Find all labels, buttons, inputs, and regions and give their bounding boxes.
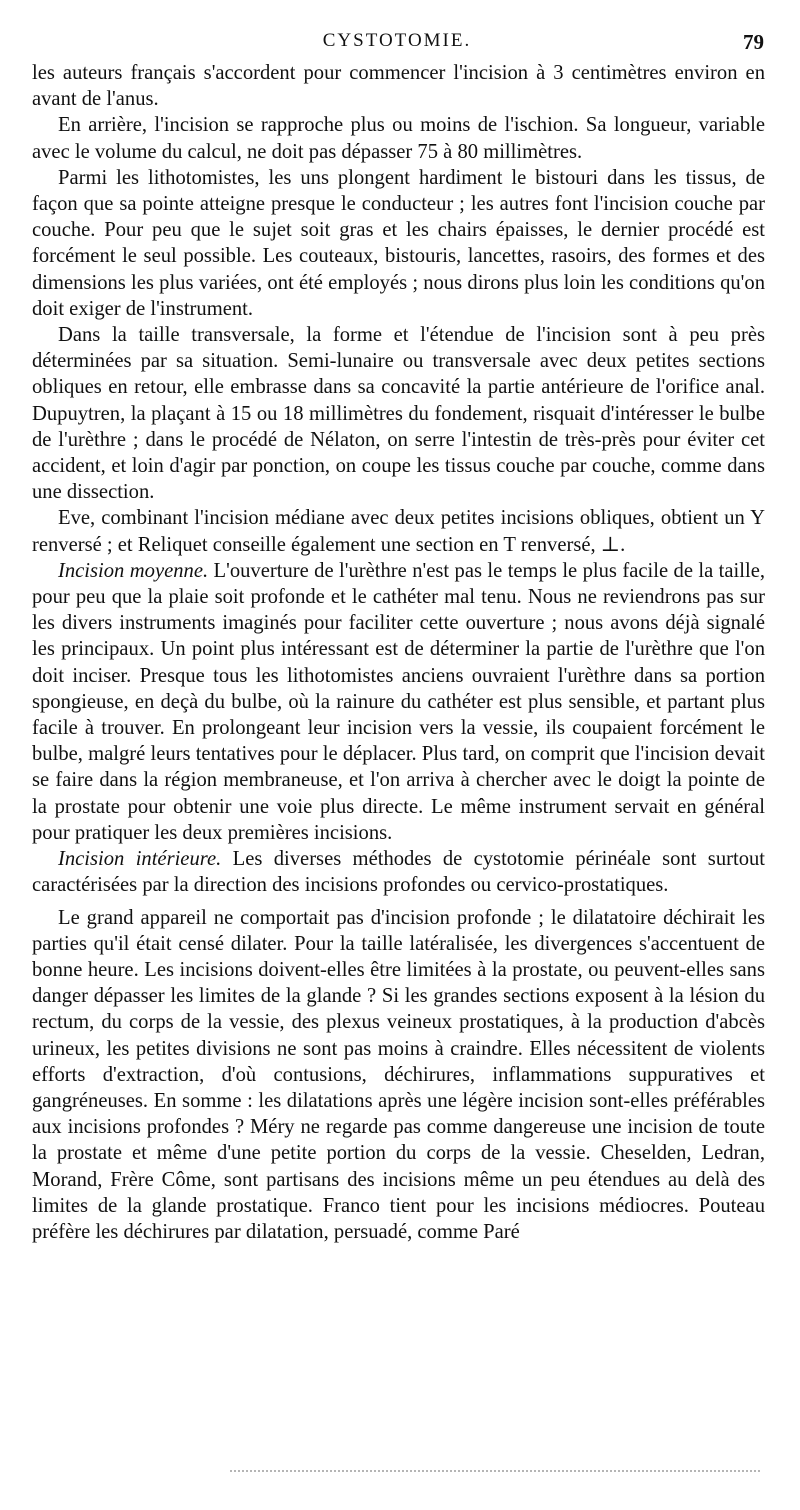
paragraph-text: Parmi les lithotomistes, les uns plongent hardiment le bistouri dans les tissus, de façon que sa pointe atteigne presque le conducteur ; les autres font l'incision couche par couche. Pour peu que le sujet soit gras et les chairs épaisses, le dernier procédé est forcément le seul possible. Les couteaux, bistouris, lancettes, rasoirs, des formes et des dimensions les plus variées, ont été employés ; nous dirons plus loin les conditions qu'on doit exiger de l'instrument. [32, 166, 765, 320]
paragraph [32, 322, 765, 505]
paragraph-text: les auteurs français s'accordent pour commencer l'incision à 3 centimètres environ en avant de l'anus. [32, 62, 765, 111]
paragraph [32, 505, 765, 557]
paragraph-text: Les diverses méthodes de cystotomie périnéale sont surtout caractérisées par la direction des incisions profondes ou cervico-prostatiques. [32, 848, 766, 897]
paragraph-text: L'ouverture de l'urèthre n'est pas le temps le plus facile de la taille, pour peu que la plaie soit profonde et le cathéter mal tenu. Nous ne reviendrons pas sur les divers instruments imaginés pour faciliter cette ouverture ; nous avons déjà signalé les principaux. Un point plus intéressant est de déterminer la partie de l'urèthre que l'on doit inciser. Presque tous les lithotomistes anciens ouvraient l'urèthre dans sa portion spongieuse, en deçà du bulbe, où la rainure du cathéter est plus sensible, et partant plus facile à trouver. En prolongeant leur incision vers la vessie, ils coupaient forcément le bulbe, malgré leurs tentatives pour le déplacer. Plus tard, on comprit que l'incision devait se faire dans la région membraneuse, et l'on arriva à chercher avec le doigt la pointe de la prostate pour obtenir une voie plus directe. Le même instrument servait en général pour pratiquer les deux premières incisions. [32, 559, 765, 844]
footer-smudge [230, 1470, 760, 1472]
section-subhead: Incision moyenne. [58, 559, 209, 582]
paragraph-text: Dans la taille transversale, la forme et l'étendue de l'incision sont à peu près déterminées par sa situation. Semi-lunaire ou transversale avec deux petites sections obliques en retour, elle embrasse dans sa concavité la partie antérieure de l'orifice anal. Dupuytren, la plaçant à 15 ou 18 millimètres du fondement, risquait d'intéresser le bulbe de l'urèthre ; dans le procédé de Nélaton, on serre l'intestin de très-près pour éviter cet accident, et loin d'agir par ponction, on coupe les tissus couche par couche, comme dans une dissection. [32, 324, 765, 504]
paragraph [32, 558, 765, 846]
body-text [32, 60, 765, 1245]
paragraph-text: En arrière, l'incision se rapproche plus ou moins de l'ischion. Sa longueur, variable avec le volume du calcul, ne doit pas dépasser 75 à 80 millimètres. [32, 114, 765, 163]
paragraph [32, 112, 765, 164]
paragraph [32, 60, 765, 112]
paragraph [32, 905, 765, 1246]
section-subhead: Incision intérieure. [58, 848, 222, 871]
paragraph-text: Le grand appareil ne comportait pas d'incision profonde ; le dilatatoire déchirait les parties qu'il était censé dilater. Pour la taille latéralisée, les divergences s'accentuent de bonne heure. Les incisions doivent-elles être limitées à la prostate, ou peuvent-elles sans danger dépasser les limites de la glande ? Si les grandes sections exposent à la lésion du rectum, du corps de la vessie, des plexus veineux prostatiques, à la production d'abcès urineux, les petites divisions ne sont pas moins à craindre. Elles nécessitent de violents efforts d'extraction, d'où contusions, déchirures, inflammations suppuratives et gangréneuses. En somme : les dilatations après une légère incision sont-elles préférables aux incisions profondes ? Méry ne regarde pas comme dangereuse une incision de toute la prostate et même d'une petite portion du corps de la vessie. Cheselden, Ledran, Morand, Frère Côme, sont partisans des incisions même un peu étendues au delà des limites de la glande prostatique. Franco tient pour les incisions médiocres. Pouteau préfère les déchirures par dilatation, persuadé, comme Paré [32, 906, 765, 1243]
running-head [30, 30, 764, 60]
paragraph [32, 846, 765, 898]
running-title: CYSTOTOMIE. [322, 30, 472, 51]
paragraph [32, 165, 765, 322]
page-number: 79 [743, 30, 764, 54]
paragraph-text: Eve, combinant l'incision médiane avec deux petites incisions obliques, obtient un Y renversé ; et Reliquet conseille également une section en T renversé, ⊥. [32, 507, 765, 556]
